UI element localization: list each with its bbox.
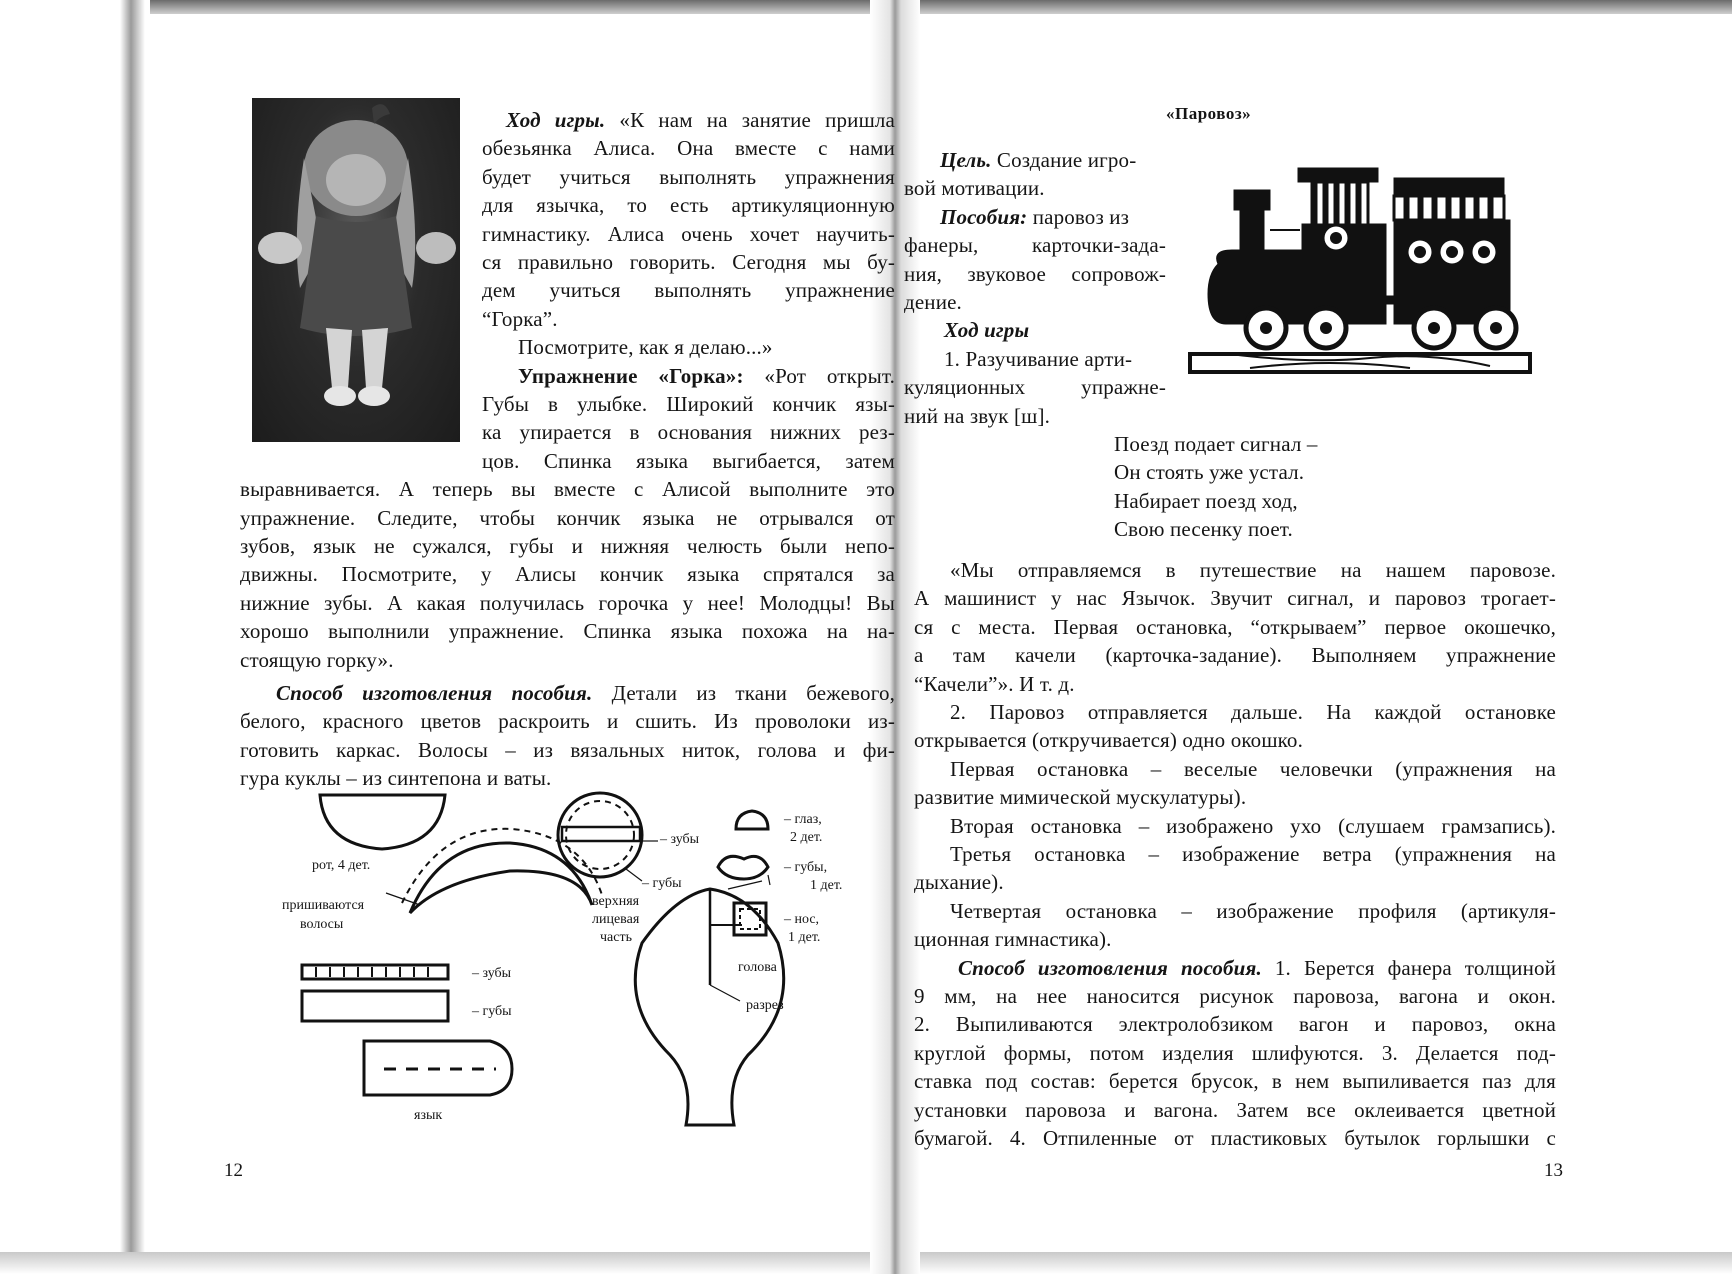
text-line: ционная гимнастика). (914, 927, 1112, 952)
text-line: развитие мимической мускулатуры). (914, 785, 1247, 810)
monkey-doll-image (252, 98, 460, 442)
text-line: зубов, язык не сужался, губы и нижняя челюсть были непо- (240, 534, 895, 558)
exercise-label: Упражнение «Горка»: (518, 363, 744, 388)
text-line: белого, красного цветов раскроить и сшить. Из проволоки из- (240, 709, 895, 734)
nose-label-2: 1 дет. (788, 930, 821, 945)
scan-left-edge (0, 0, 150, 1274)
text-line: Первая остановка – веселые человечки (упражнения на (950, 756, 1556, 781)
lips-piece-label-2: 1 дет. (810, 878, 843, 893)
text-line: фанеры, карточки-зада- (904, 233, 1166, 258)
goal-label: Цель. (940, 148, 992, 172)
round-teeth-band (562, 827, 640, 841)
hair-face-shape (410, 843, 592, 913)
eye-label-1: – глаз, (784, 812, 822, 827)
hair-label-1: пришиваются (282, 898, 365, 913)
poem-line: Свою песенку поет. (1114, 517, 1293, 542)
text-line: ний на звук [ш]. (904, 403, 1051, 428)
text-line: 1. Разучивание арти- (944, 346, 1133, 371)
eye-piece-shape (736, 811, 768, 829)
text-line: дем учиться выполнять упражнение (482, 278, 895, 303)
text-line: нижние зубы. А какая получилась горочка у нее! Молодцы! Вы (240, 590, 895, 615)
making-label-right: Способ изготовления пособия. (958, 955, 1262, 980)
text-line: Создание игро- (996, 148, 1137, 172)
eye-label-2: 2 дет. (790, 830, 823, 845)
poem-line: Набирает поезд ход, (1114, 488, 1298, 513)
text-line: ставка под состав: берется брусок, в нем выпиливается паз для (914, 1069, 1556, 1094)
locomotive-illustration (1190, 168, 1530, 378)
section-title: «Паровоз» (1166, 104, 1252, 123)
round-teeth-label: – зубы (660, 832, 700, 847)
hair-label-2: волосы (300, 917, 344, 932)
text-line: установки паровоза и вагона. Затем все оклеивается цветной (914, 1097, 1556, 1122)
text-line: выравнивается. А теперь вы вместе с Алисой выполните это (240, 477, 895, 502)
mouth-label: рот, 4 дет. (312, 858, 371, 873)
upper-face-label-3: часть (600, 930, 632, 945)
text-line: Вторая остановка – изображено ухо (слушаем грамзапись). (950, 813, 1556, 838)
text-line: обезьянка Алиса. Она вместе с нами (482, 136, 895, 161)
aids-label: Пособия: (940, 204, 1028, 229)
text-line: ся правильно говорить. Сегодня мы бу- (482, 250, 895, 274)
text-line: гимнастику. Алиса очень хочет научить- (482, 221, 895, 246)
page-number-right: 13 (1544, 1160, 1563, 1181)
text-line: гура куклы – из синтепона и ваты. (240, 766, 552, 791)
text-line: а там качели (карточка-задание). Выполняем упражнение (914, 643, 1556, 668)
text-line: дение. (904, 290, 962, 314)
lips-strip-shape (302, 991, 448, 1021)
lips-piece-shape (718, 856, 768, 879)
page-number-left: 12 (224, 1160, 243, 1181)
goal-first-line (940, 146, 1166, 174)
text-line: вой мотивации. (904, 176, 1045, 201)
text-line: Детали из ткани бежевого, (611, 681, 895, 705)
text-line: круглой формы, потом изделия шлифуются. 3. Делается под- (914, 1040, 1556, 1065)
text-line: дыхание). (914, 870, 1004, 895)
round-face-dashes (566, 801, 634, 869)
scan-bottom-edge (0, 1252, 1732, 1274)
text-line: 2. Паровоз отправляется дальше. На каждой остановке (950, 700, 1556, 724)
text-line: 1. Берется фанера толщиной (1274, 955, 1556, 980)
text-line: ка упирается в основания нижних рез- (482, 420, 895, 445)
upper-face-label-2: лицевая (592, 912, 640, 927)
poem-line: Он стоять уже устал. (1114, 460, 1305, 485)
making-first-line (914, 954, 1556, 982)
tongue-label: язык (414, 1108, 443, 1123)
teeth-strip-shape (302, 965, 448, 979)
text-line: цов. Спинка языка выгибается, затем (482, 448, 895, 473)
exercise-first-line (482, 362, 895, 390)
round-lips-label: – губы (642, 876, 682, 891)
scan-top-edge (0, 0, 1732, 14)
text-line: “Качели”». И т. д. (914, 671, 1075, 696)
text-line: «К нам на занятие пришла (619, 108, 895, 132)
lips-piece-label-1: – губы, (784, 860, 828, 875)
text-line: хорошо выполнили упражнение. Спинка языка похожа на на- (240, 619, 895, 644)
text-line: «Мы отправляемся в путешествие на нашем паровозе. (950, 558, 1556, 582)
text-line: Четвертая остановка – изображение профиля (артикуля- (950, 898, 1556, 923)
text-line: Посмотрите, как я делаю...» (518, 335, 773, 360)
text-line: стоящую горку». (240, 647, 394, 672)
text-line: 9 мм, на нее наносится рисунок паровоза, вагона и окон. (914, 984, 1556, 1008)
text-line: паровоз из (1032, 204, 1130, 229)
mouth-piece-shape (320, 795, 445, 849)
doll-photo (252, 98, 460, 442)
text-line: движны. Посмотрите, у Алисы кончик языка спрятался за (240, 562, 895, 587)
text-line: 2. Выпиливаются электролобзиком вагон и паровоз, окна (914, 1012, 1556, 1037)
text-line: А машинист у нас Язычок. Звучит сигнал, и паровоз трогает- (914, 586, 1556, 611)
text-line: готовить каркас. Волосы – из вязальных ниток, голова и фи- (240, 737, 895, 762)
teeth-strip-label: – зубы (472, 966, 512, 981)
text-line: ся с места. Первая остановка, “открываем” первое окошечко, (914, 614, 1556, 639)
text-line: «Рот открыт. (764, 363, 895, 388)
text-line: Третья остановка – изображение ветра (упражнения на (950, 842, 1556, 866)
aids-first-line (940, 203, 1166, 231)
text-line: бумагой. 4. Отпиленные от пластиковых бутылок горлышки с (914, 1126, 1556, 1150)
round-face-piece (558, 793, 642, 877)
making-label: Способ изготовления пособия. (276, 681, 593, 705)
text-line: упражнение. Следите, чтобы кончик языка не отрывался от (240, 505, 895, 530)
nose-label-1: – нос, (784, 912, 820, 927)
head-label: голова (738, 960, 777, 975)
text-line: открывается (откручивается) одно окошко. (914, 728, 1303, 753)
text-line: будет учиться выполнять упражнения (482, 164, 895, 189)
game-flow-label: Ход игры. (506, 108, 606, 132)
making-first-line (240, 679, 895, 707)
lips-strip-label: – губы (472, 1004, 512, 1019)
text-line: Губы в улыбке. Широкий кончик язы- (482, 392, 895, 416)
poem-line: Поезд подает сигнал – (1114, 432, 1318, 456)
text-line: “Горка”. (482, 306, 558, 331)
text-line: ния, звуковое сопровож- (904, 261, 1166, 286)
text-line: куляционных упражне- (904, 375, 1166, 400)
game-flow-first-line (482, 106, 895, 134)
upper-face-label-1: верхняя (592, 894, 640, 909)
text-line: для язычка, то есть артикуляционную (482, 193, 895, 218)
flow-label: Ход игры (944, 318, 1030, 343)
cut-label: разрез (746, 998, 784, 1013)
